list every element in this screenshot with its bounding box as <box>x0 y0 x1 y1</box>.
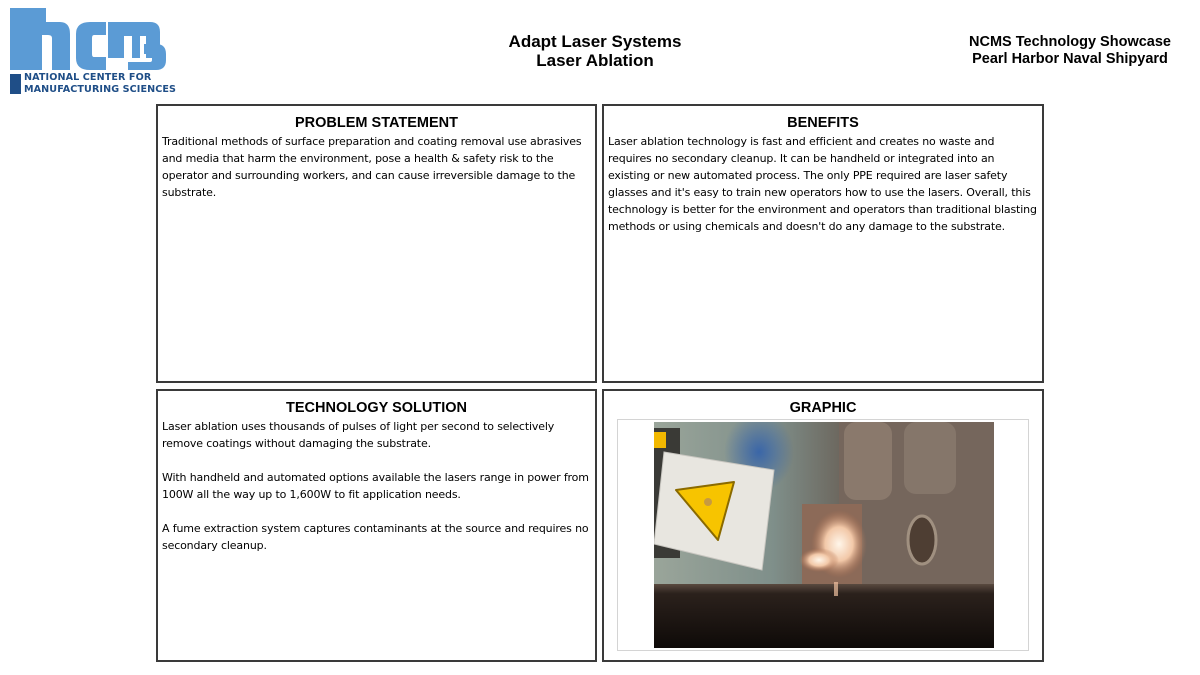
problem-statement-panel <box>156 104 597 383</box>
graphic-heading: GRAPHIC <box>789 400 857 416</box>
event-info <box>950 34 1190 68</box>
problem-statement-heading: PROBLEM STATEMENT <box>295 115 458 131</box>
ncms-logo-mark-icon <box>10 8 170 70</box>
event-name: NCMS Technology Showcase <box>969 34 1171 50</box>
graphic-panel <box>602 389 1044 662</box>
benefits-paragraph: Laser ablation technology is fast and efficient and creates no waste and requires no secondary cleanup. It can be handheld or integrated into an existing or new automated process. The only PPE required are laser safety glasses and it's easy to train new operators how to use the lasers. Overall, this technology is better for the environment and operators than traditional blasting methods or using chemicals and doesn't do any damage to the substrate. <box>608 135 1037 233</box>
solution-paragraph-1: Laser ablation uses thousands of pulses of light per second to selectively remove coatings without damaging the substrate. <box>162 420 555 450</box>
laser-ablation-photo <box>654 422 994 648</box>
benefits-body <box>604 133 1042 235</box>
technology-solution-panel <box>156 389 597 662</box>
logo-line-2: MANUFACTURING SCIENCES <box>24 83 177 95</box>
technology-solution-body <box>158 418 595 554</box>
graphic-image-frame <box>617 419 1029 651</box>
technology-name: Laser Ablation <box>536 51 654 70</box>
solution-paragraph-3: A fume extraction system captures contaminants at the source and requires no secondary cleanup. <box>162 522 589 552</box>
logo-line-1: NATIONAL CENTER FOR <box>24 72 152 83</box>
event-location: Pearl Harbor Naval Shipyard <box>972 51 1168 67</box>
page-title <box>440 32 750 70</box>
logo-text <box>24 72 176 95</box>
laser-ablation-image-icon <box>654 422 994 648</box>
benefits-panel <box>602 104 1044 383</box>
technology-solution-heading: TECHNOLOGY SOLUTION <box>286 400 467 416</box>
company-name: Adapt Laser Systems <box>508 32 682 51</box>
ncms-logo <box>10 8 175 98</box>
logo-square <box>10 74 21 94</box>
benefits-heading: BENEFITS <box>787 115 859 131</box>
problem-paragraph: Traditional methods of surface preparation and coating removal use abrasives and media that harm the environment, pose a health & safety risk to the operator and surrounding workers, and can cause irreversible damage to the substrate. <box>162 135 582 199</box>
problem-statement-body <box>158 133 595 201</box>
solution-paragraph-2: With handheld and automated options available the lasers range in power from 100W all the way up to 1,600W to fit application needs. <box>162 471 589 501</box>
